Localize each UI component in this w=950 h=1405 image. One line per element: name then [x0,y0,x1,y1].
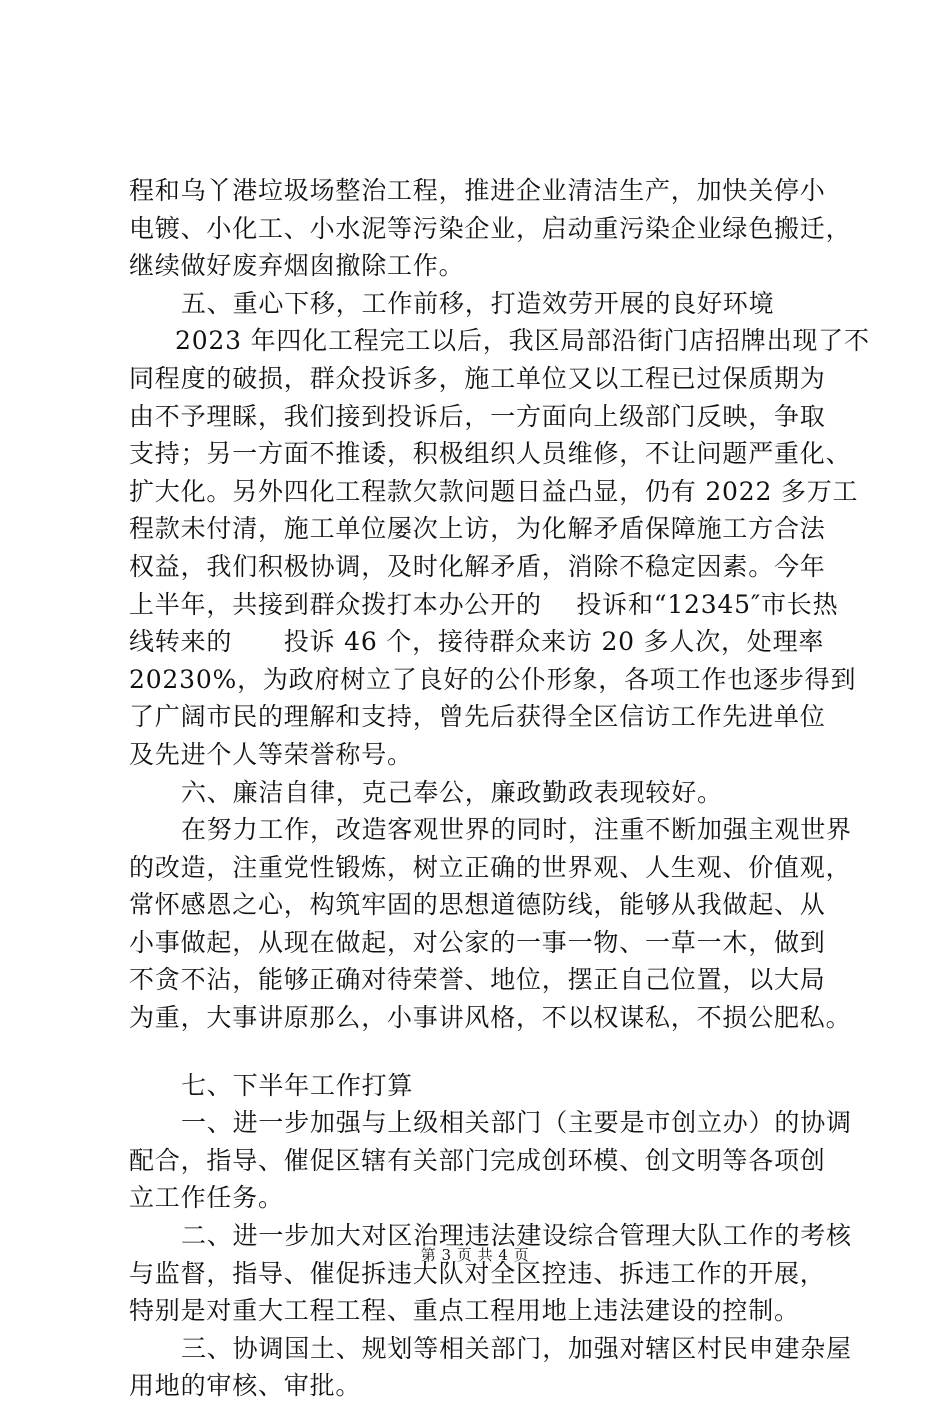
text-line: 的改造，注重党性锻炼，树立正确的世界观、人生观、价值观， [129,852,852,882]
text-line: 程款未付清，施工单位屡次上访，为化解矛盾保障施工方合法 [129,514,826,544]
section-heading-6: 六、廉洁自律，克己奉公，廉政勤政表现较好。 [181,777,723,807]
text-line: 线转来的 投诉 46 个，接待群众来访 20 多人次，处理率 [129,627,825,657]
text-line: 扩大化。另外四化工程款欠款问题日益凸显，仍有 2022 多万工 [129,476,859,506]
text-line: 权益，我们积极协调，及时化解矛盾，消除不稳定因素。今年 [129,551,826,581]
text-line: 支持；另一方面不推诿，积极组织人员维修，不让问题严重化、 [129,439,852,469]
section-heading-5: 五、重心下移，工作前移，打造效劳开展的良好环境 [181,288,775,318]
text-line: 由不予理睬，我们接到投诉后，一方面向上级部门反映，争取 [129,401,826,431]
page-footer: 第 3 页 共 4 页 [420,1246,530,1264]
document-body [129,172,870,1405]
text-line: 立工作任务。 [129,1183,284,1213]
text-line: 三、协调国土、规划等相关部门，加强对辖区村民申建杂屋 [181,1333,852,1363]
text-line: 在努力工作，改造客观世界的同时，注重不断加强主观世界 [181,815,852,845]
text-line: 2023 年四化工程完工以后，我区局部沿街门店招牌出现了不 [175,326,870,356]
text-line: 与监督，指导、催促拆违大队对全区控违、拆违工作的开展， [129,1258,826,1288]
text-line: 为重，大事讲原那么，小事讲风格，不以权谋私，不损公肥私。 [129,1003,852,1033]
text-line: 程和乌丫港垃圾场整治工程，推进企业清洁生产，加快关停小 [129,176,826,205]
text-line: 小事做起，从现在做起，对公家的一事一物、一草一木，做到 [129,927,826,957]
text-line: 同程度的破损，群众投诉多，施工单位又以工程已过保质期为 [129,363,826,393]
section-heading-7: 七、下半年工作打算 [181,1070,414,1100]
text-line: 及先进个人等荣誉称号。 [129,739,413,769]
text-line: 二、进一步加大对区治理违法建设综合管理大队工作的考核 [181,1221,852,1251]
text-line: 配合，指导、催促区辖有关部门完成创环模、创文明等各项创 [129,1145,826,1175]
text-line: 特别是对重大工程工程、重点工程用地上违法建设的控制。 [129,1296,800,1326]
text-line: 了广阔市民的理解和支持，曾先后获得全区信访工作先进单位 [129,702,826,732]
text-line: 电镀、小化工、小水泥等污染企业，启动重污染企业绿色搬迁， [129,213,852,243]
text-line: 不贪不沾，能够正确对待荣誉、地位，摆正自己位置，以大局 [129,965,826,995]
text-line: 常怀感恩之心，构筑牢固的思想道德防线，能够从我做起、从 [129,890,826,920]
text-line: 继续做好废弃烟囱撤除工作。 [129,251,465,281]
text-line: 20230%，为政府树立了良好的公仆形象，各项工作也逐步得到 [129,664,857,694]
text-line: 用地的审核、审批。 [129,1371,362,1401]
text-line: 一、进一步加强与上级相关部门（主要是市创立办）的协调 [181,1108,852,1138]
text-line: 上半年，共接到群众拨打本办公开的 投诉和“12345″市长热 [129,589,839,619]
paragraph-gap [129,1037,854,1067]
